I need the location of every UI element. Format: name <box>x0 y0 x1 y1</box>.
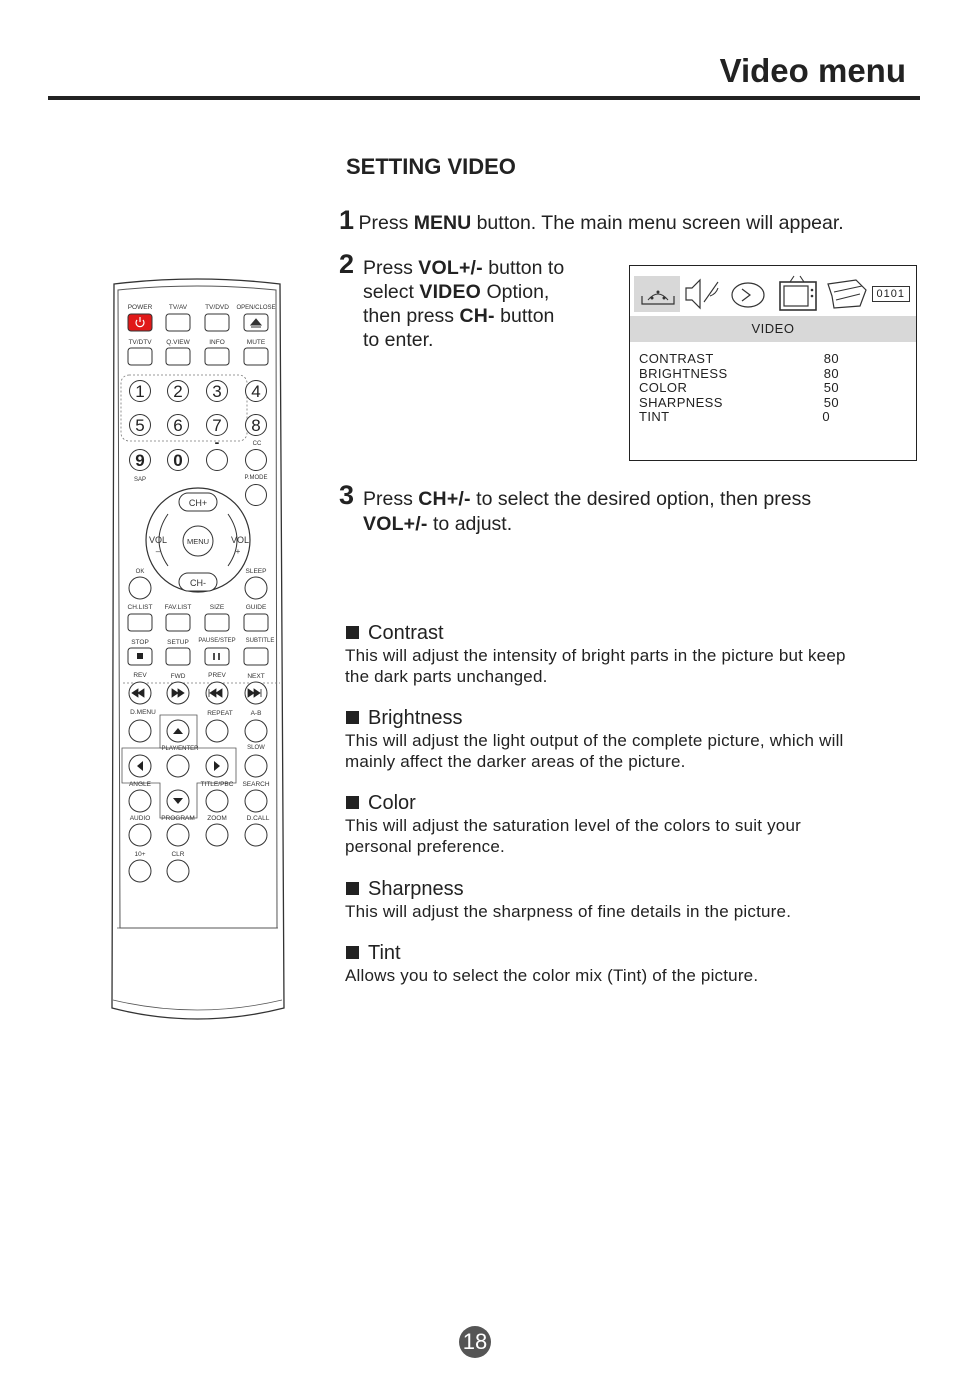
osd-item-value: 50 <box>823 380 839 395</box>
osd-item-contrast <box>639 352 839 367</box>
remote-label-next: NEXT <box>247 673 265 680</box>
remote-label-clr: CLR <box>171 851 185 858</box>
option-title-text: Sharpness <box>368 878 464 900</box>
desc-line: This will adjust the sharpness of fine details in the picture. <box>345 902 792 921</box>
remote-label-dmenu: D.MENU <box>130 709 156 716</box>
remote-label-favlist: FAV.LIST <box>164 604 192 611</box>
remote-dcall-button[interactable] <box>245 824 267 846</box>
osd-item-sharpness <box>639 396 839 411</box>
osd-item-value: 50 <box>823 394 839 410</box>
step-number: 1 <box>339 205 355 235</box>
remote-label-ok: OK <box>135 569 145 575</box>
step-text: Option, <box>481 281 550 303</box>
page-title: Video menu <box>719 52 906 89</box>
option-tint <box>346 942 930 986</box>
option-color <box>346 792 930 857</box>
osd-item-value: 80 <box>823 365 839 381</box>
option-desc <box>345 815 930 857</box>
remote-ok-button[interactable] <box>129 577 151 599</box>
desc-line: This will adjust the intensity of bright parts in the picture but keep <box>345 646 846 665</box>
remote-label-vol_left: VOL <box>148 535 168 545</box>
step-text: then press <box>363 305 460 327</box>
remote-svg <box>110 278 285 1026</box>
remote-label-search: SEARCH <box>242 781 270 788</box>
osd-item-value: 80 <box>823 351 839 366</box>
step-number: 3 <box>339 480 355 510</box>
osd-item-color <box>639 381 839 396</box>
desc-line: This will adjust the light output of the complete picture, which will <box>345 731 844 750</box>
step-key: VIDEO <box>419 281 482 303</box>
option-title-text: Brightness <box>368 707 463 729</box>
step-text: Press <box>363 488 419 510</box>
remote-digit-2: 2 <box>173 382 183 401</box>
remote-label-ab: A-B <box>250 710 262 717</box>
remote-vol-minus: – <box>155 547 161 556</box>
bullet-square-icon <box>346 946 359 959</box>
remote-program-button[interactable] <box>167 824 189 846</box>
osd-tab-label: VIDEO <box>630 316 916 342</box>
step-key: MENU <box>413 212 472 234</box>
step-key: VOL+/- <box>418 257 483 279</box>
clock-icon <box>732 283 764 307</box>
bullet-square-icon <box>346 626 359 639</box>
option-title <box>346 707 930 730</box>
remote-label-repeat: REPEAT <box>207 710 233 717</box>
step-text-pre: Press <box>358 212 414 234</box>
osd-icon-row <box>634 274 874 314</box>
remote-digit-0: 0 <box>173 451 183 470</box>
step-text: Press <box>363 257 419 279</box>
osd-item-label: COLOR <box>639 380 688 395</box>
remote-label-titlepbc: TITLE/PBC <box>200 781 234 788</box>
remote-sleep-button[interactable] <box>245 577 267 599</box>
remote-label-sap: SAP <box>133 477 147 483</box>
remote-tvdvd-button[interactable] <box>205 314 229 331</box>
remote-chlist-button[interactable] <box>128 614 152 631</box>
remote-label-qview: Q.VIEW <box>166 339 190 346</box>
remote-label-rev: REV <box>133 672 147 679</box>
remote-control-illustration <box>110 278 285 1026</box>
remote-cc-button[interactable] <box>246 450 267 471</box>
option-title <box>346 622 930 645</box>
remote-label-zoom: ZOOM <box>207 815 227 822</box>
osd-item-tint <box>639 410 839 425</box>
step-key: VOL+/- <box>363 513 428 535</box>
remote-label-sleep: SLEEP <box>245 568 267 575</box>
remote-guide-button[interactable] <box>244 614 268 631</box>
remote-label-vol_right: VOL <box>230 535 250 545</box>
step-text-post: button. The main menu screen will appear. <box>471 212 844 234</box>
remote-label-setup: SETUP <box>167 639 189 646</box>
option-title-text: Color <box>368 792 416 814</box>
remote-label-tvdtv: TV/DTV <box>128 339 152 346</box>
remote-label-mute: MUTE <box>246 339 266 346</box>
step-number: 2 <box>339 249 355 279</box>
osd-item-label: CONTRAST <box>639 351 714 366</box>
step-text: button to <box>482 257 565 279</box>
remote-label-chplus: CH+ <box>188 498 208 508</box>
option-brightness <box>346 707 930 772</box>
step-3-text <box>363 487 933 537</box>
option-desc <box>345 645 930 687</box>
title-divider <box>48 96 920 100</box>
desc-line: the dark parts unchanged. <box>345 667 548 686</box>
remote-digit-5: 5 <box>135 416 145 435</box>
remote-vol-plus: + <box>235 547 241 556</box>
remote-tvav-button[interactable] <box>166 314 190 331</box>
osd-item-label: TINT <box>639 409 670 424</box>
remote-label-subtitle: SUBTITLE <box>245 638 275 644</box>
remote-favlist-button[interactable] <box>166 614 190 631</box>
lock-icon <box>828 280 866 308</box>
step-text: button <box>494 305 555 327</box>
step-text: select <box>363 281 420 303</box>
remote-repeat-button[interactable] <box>206 720 228 742</box>
bullet-square-icon <box>346 882 359 895</box>
remote-label-cc: CC <box>252 441 262 447</box>
remote-zoom-button[interactable] <box>206 824 228 846</box>
option-sharpness <box>346 878 930 922</box>
remote-label-tvav: TV/AV <box>168 304 188 311</box>
step-1 <box>339 205 844 236</box>
remote-setup-button[interactable] <box>166 648 190 665</box>
remote-pausestep-button[interactable] <box>205 648 229 665</box>
remote-label-tvdvd: TV/DVD <box>205 304 229 311</box>
remote-mute-button[interactable] <box>244 348 268 365</box>
remote-label-guide: GUIDE <box>245 604 267 611</box>
option-desc <box>345 730 930 772</box>
remote-label-size: SIZE <box>209 604 225 611</box>
bullet-square-icon <box>346 796 359 809</box>
remote-label-pausestep: PAUSE/STEP <box>198 638 236 644</box>
remote-label-pmode: P.MODE <box>244 475 268 481</box>
osd-video-menu <box>629 265 917 461</box>
desc-line: personal preference. <box>345 837 505 856</box>
remote-size-button[interactable] <box>205 614 229 631</box>
speaker-icon <box>686 280 718 308</box>
step-text: to adjust. <box>427 513 513 535</box>
desc-line: mainly affect the darker areas of the picture. <box>345 752 686 771</box>
remote-label-playenter: PLAY/ENTER <box>161 746 199 752</box>
step-2-text <box>363 256 613 352</box>
remote-search-button[interactable] <box>245 790 267 812</box>
remote-digit-3: 3 <box>212 382 222 401</box>
osd-item-list <box>639 352 839 425</box>
step-3 <box>339 480 354 511</box>
remote-digit-1: 1 <box>135 382 145 401</box>
remote-dmenu-button[interactable] <box>129 720 151 742</box>
remote-digit-9: 9 <box>135 451 145 470</box>
section-heading: SETTING VIDEO <box>346 154 516 179</box>
picture-icon <box>634 276 680 312</box>
remote-label-program: PROGRAM <box>161 815 195 822</box>
remote-power-button[interactable] <box>128 314 152 331</box>
remote-audio-button[interactable] <box>129 824 151 846</box>
osd-item-label: SHARPNESS <box>639 394 723 410</box>
tv-icon <box>780 276 816 310</box>
option-title <box>346 942 930 965</box>
option-desc <box>345 965 930 986</box>
option-title-text: Contrast <box>368 622 444 644</box>
step-key: CH+/- <box>418 488 471 510</box>
option-title <box>346 792 930 815</box>
remote-subtitle-button[interactable] <box>244 648 268 665</box>
remote-label-prev: PREV <box>208 672 226 679</box>
desc-line: Allows you to select the color mix (Tint) of the picture. <box>345 966 759 985</box>
remote-ab-button[interactable] <box>245 720 267 742</box>
remote-label-slow: SLOW <box>247 745 265 751</box>
step-key: CH- <box>459 305 495 327</box>
remote-titlepbc-button[interactable] <box>206 790 228 812</box>
remote-angle-button[interactable] <box>129 790 151 812</box>
remote-slow-button[interactable] <box>245 755 267 777</box>
remote-label-openclose: OPEN/CLOSE <box>236 305 276 311</box>
remote-label-audio: AUDIO <box>129 815 151 822</box>
step-2 <box>339 249 354 280</box>
remote-qview-button[interactable] <box>166 348 190 365</box>
remote-clr-button[interactable] <box>167 860 189 882</box>
remote-label-stop: STOP <box>131 639 149 646</box>
remote-dash-button[interactable] <box>207 450 228 471</box>
stop-icon[interactable] <box>137 653 143 659</box>
remote-tvdtv-button[interactable] <box>128 348 152 365</box>
remote-tenplus-button[interactable] <box>129 860 151 882</box>
remote-label-dcall: D.CALL <box>246 815 270 822</box>
option-title-text: Tint <box>368 942 401 964</box>
remote-pmode-button[interactable] <box>246 485 267 506</box>
remote-digit-8: 8 <box>251 416 261 435</box>
remote-label-fwd: FWD <box>170 673 186 680</box>
remote-label-chminus: CH- <box>190 578 206 588</box>
remote-label-chlist: CH.LIST <box>127 604 153 611</box>
osd-item-value: 0 <box>822 409 830 424</box>
remote-playenter-button[interactable] <box>167 755 189 777</box>
osd-item-label: BRIGHTNESS <box>639 365 728 381</box>
option-desc <box>345 901 930 922</box>
option-title <box>346 878 930 901</box>
remote-info-button[interactable] <box>205 348 229 365</box>
remote-label-info: INFO <box>209 339 225 346</box>
osd-code: 0101 <box>872 286 910 302</box>
option-contrast <box>346 622 930 687</box>
osd-item-brightness <box>639 367 839 382</box>
remote-label-power: POWER <box>127 304 153 311</box>
desc-line: This will adjust the saturation level of the colors to suit your <box>345 816 801 835</box>
remote-dash-label: - <box>214 434 220 450</box>
step-text: to select the desired option, then press <box>470 488 812 510</box>
remote-digit-7: 7 <box>212 416 222 435</box>
page-number: 18 <box>459 1326 491 1358</box>
remote-label-angle: ANGLE <box>128 781 152 788</box>
step-text: to enter. <box>363 329 434 351</box>
remote-digit-6: 6 <box>173 416 183 435</box>
remote-label-tenplus: 10+ <box>134 851 146 858</box>
remote-label-menu: MENU <box>186 537 210 546</box>
remote-digit-4: 4 <box>251 382 261 401</box>
bullet-square-icon <box>346 711 359 724</box>
